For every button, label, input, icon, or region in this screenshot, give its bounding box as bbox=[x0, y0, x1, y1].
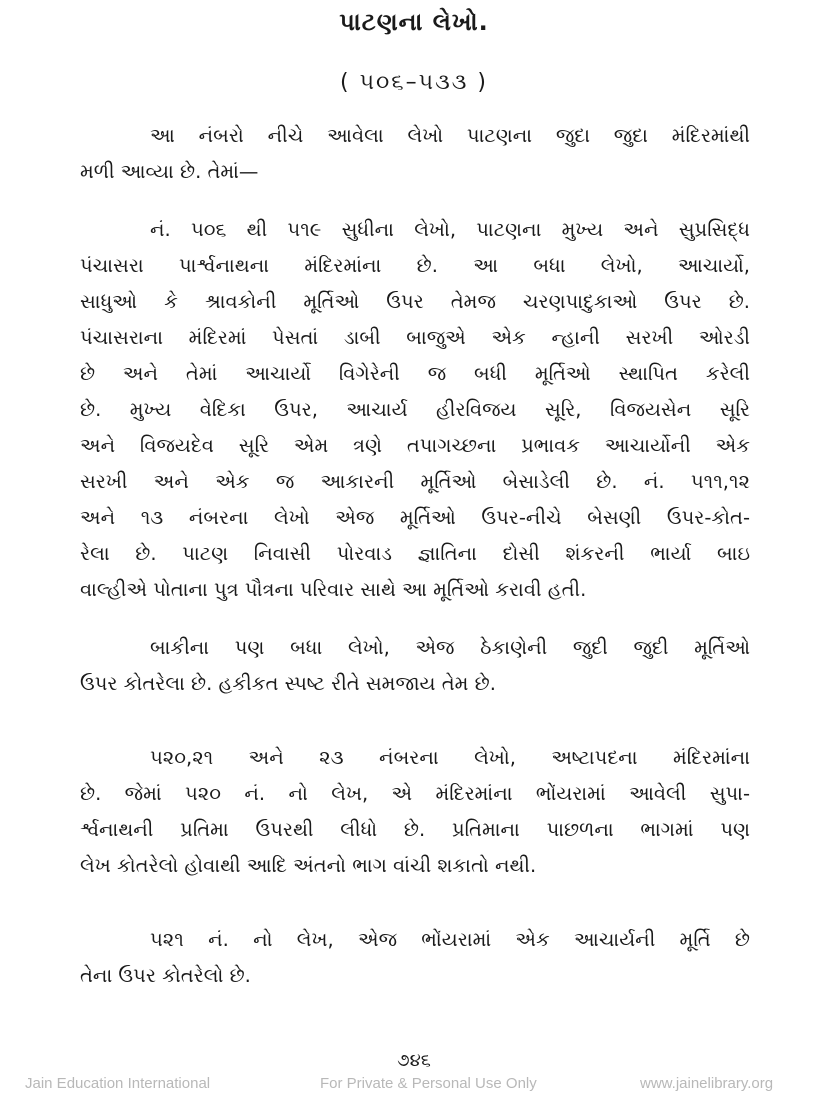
inscription-range: ( ૫૦૬–૫૩૩ ) bbox=[340, 70, 488, 95]
text-line: અને વિજયદેવ સૂરિ એમ ત્રણે તપાગચ્છના પ્રભાવક આચાર્યોની એક bbox=[80, 434, 750, 457]
text-line: લેખ કોતરેલો હોવાથી આદિ અંતનો ભાગ વાંચી શકાતો નથી. bbox=[80, 854, 537, 877]
text-line: છે અને તેમાં આચાર્યો વિગેરેની જ બધી મૂર્તિઓ સ્થાપિત કરેલી bbox=[80, 362, 750, 385]
text-line: પંચાસરા પાર્શ્વનાથના મંદિરમાંના છે. આ બધા લેખો, આચાર્યો, bbox=[80, 254, 750, 277]
text-line: નં. ૫૦૬ થી ૫૧૯ સુધીના લેખો, પાટણના મુખ્ય અને સુપ્રસિદ્ધ bbox=[150, 218, 750, 241]
paragraph-intro bbox=[80, 118, 750, 190]
text-line: બાકીના પણ બધા લેખો, એજ ઠેકાણેની જુદી જુદી મૂર્તિઓ bbox=[150, 636, 750, 659]
footer-publisher: Jain Education International bbox=[25, 1075, 211, 1092]
text-line: પંચાસરાના મંદિરમાં પેસતાં ડાબી બાજુએ એક ન્હાની સરખી ઓરડી bbox=[80, 326, 750, 349]
text-line: મળી આવ્યા છે. તેમાં— bbox=[80, 160, 259, 183]
paragraph-521 bbox=[80, 922, 750, 994]
paragraph-ashtapada bbox=[80, 740, 750, 884]
paragraph-remaining bbox=[80, 630, 750, 702]
text-line: સરખી અને એક જ આકારની મૂર્તિઓ બેસાડેલી છે. નં. ૫૧૧,૧૨ bbox=[80, 470, 750, 493]
text-line: ૫૨૧ નં. નો લેખ, એજ ભોંયરામાં એક આચાર્યની મૂર્તિ છે bbox=[150, 928, 750, 951]
page-number: ૭૪૬ bbox=[397, 1050, 431, 1071]
text-line: ર્શ્વનાથની પ્રતિમા ઉપરથી લીધો છે. પ્રતિમાના પાછળના ભાગમાં પણ bbox=[80, 818, 750, 841]
text-line: છે. મુખ્ય વેદિકા ઉપર, આચાર્ય હીરવિજય સૂરિ, વિજયસેન સૂરિ bbox=[80, 398, 750, 421]
text-line: ૫૨૦,૨૧ અને ૨૩ નંબરના લેખો, અષ્ટાપદના મંદિરમાંના bbox=[150, 746, 750, 769]
text-line: વાલ્હીએ પોતાના પુત્ર પૌત્રના પરિવાર સાથે આ મૂર્તિઓ કરાવી હતી. bbox=[80, 578, 587, 601]
text-line: આ નંબરો નીચે આવેલા લેખો પાટણના જુદા જુદા મંદિરમાંથી bbox=[150, 124, 750, 147]
page-title: પાટણના લેખો. bbox=[339, 8, 489, 36]
text-line: સાધુઓ કે શ્રાવકોની મૂર્તિઓ ઉપર તેમજ ચરણપાદુકાઓ ઉપર છે. bbox=[80, 290, 750, 313]
paragraph-panchasara bbox=[80, 212, 750, 608]
text-line: રેલા છે. પાટણ નિવાસી પોરવાડ જ્ઞાતિના દોસી શંકરની ભાર્યા બાઇ bbox=[80, 542, 750, 565]
text-line: તેના ઉપર કોતરેલો છે. bbox=[80, 964, 251, 987]
text-line: ઉપર કોતરેલા છે. હકીકત સ્પષ્ટ રીતે સમજાય તેમ છે. bbox=[80, 672, 496, 695]
footer-watermark bbox=[0, 1075, 828, 1099]
text-line: અને ૧૩ નંબરના લેખો એજ મૂર્તિઓ ઉપર-નીચે બેસણી ઉપર-કોત- bbox=[80, 506, 750, 529]
text-line: છે. જેમાં ૫૨૦ નં. નો લેખ, એ મંદિરમાંના ભોંયરામાં આવેલી સુપા- bbox=[80, 782, 750, 805]
footer-website: www.jainelibrary.org bbox=[640, 1075, 774, 1092]
footer-usage-notice: For Private & Personal Use Only bbox=[320, 1075, 537, 1092]
